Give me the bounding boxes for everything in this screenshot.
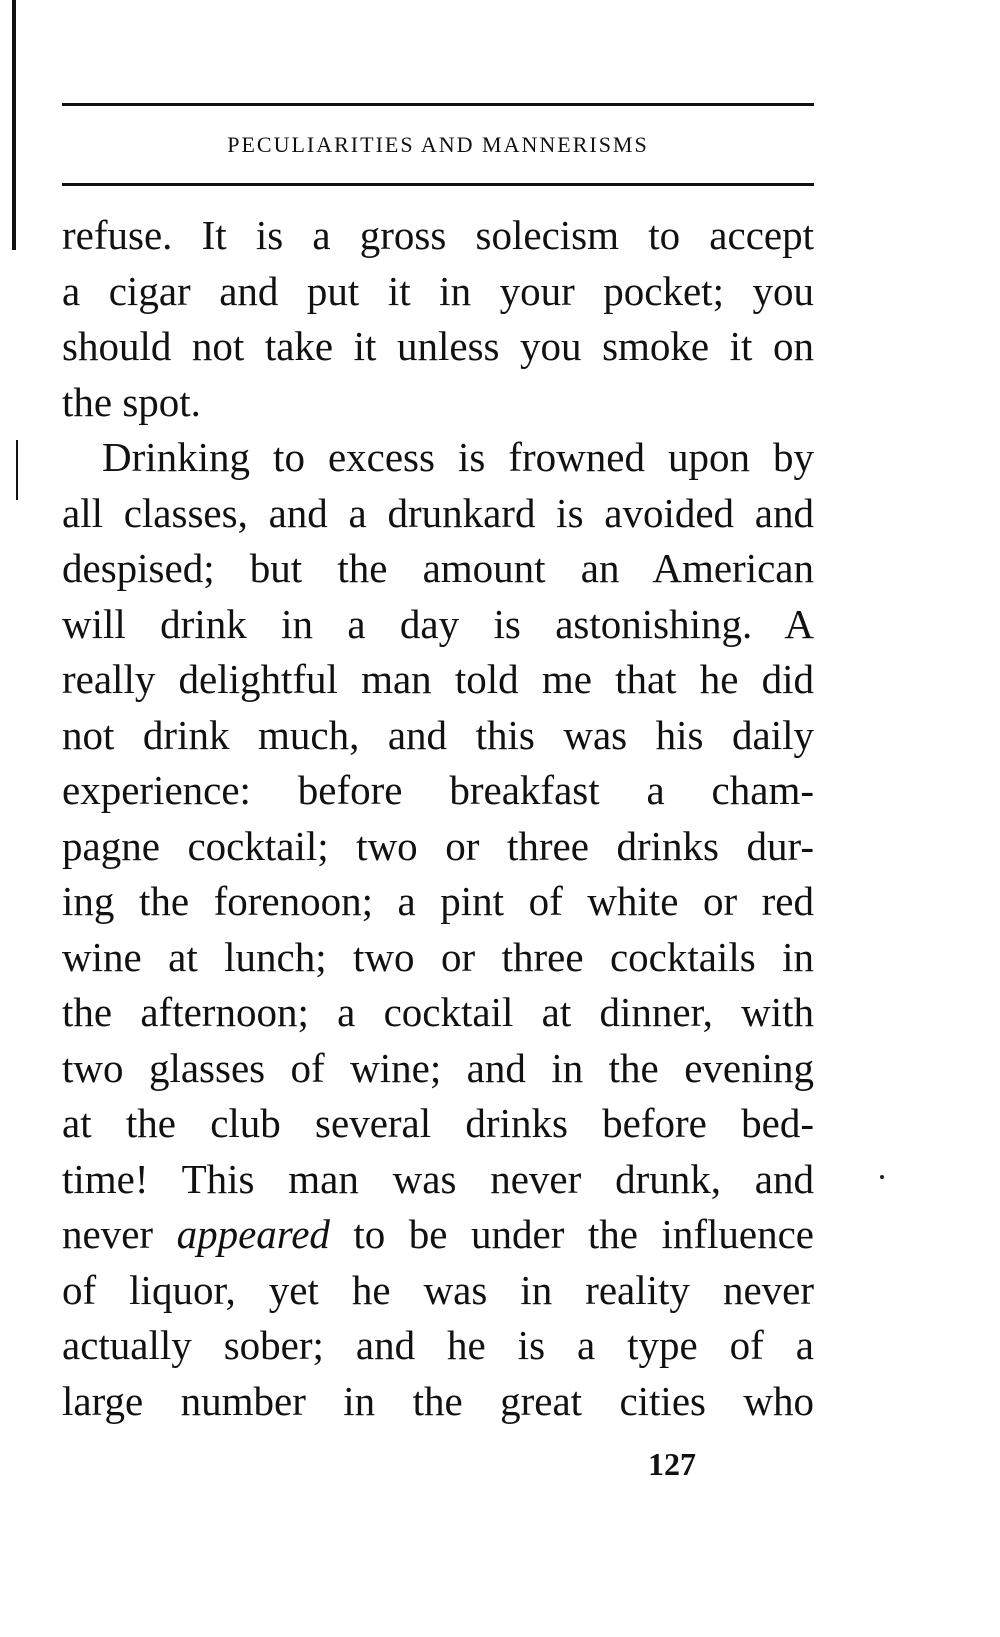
text-line: all classes, and a drunkard is avoided and bbox=[62, 489, 814, 536]
page-number: 127 bbox=[648, 1446, 696, 1482]
text-line: time! This man was never drunk, and bbox=[62, 1155, 814, 1202]
text-line: the afternoon; a cocktail at dinner, with bbox=[62, 989, 814, 1035]
text-line: experience: before breakfast a cham- bbox=[62, 767, 814, 813]
text-line: large number in the great cities who bbox=[62, 1377, 814, 1424]
text-line: not drink much, and this was his daily bbox=[62, 711, 814, 758]
header-rule-top bbox=[62, 103, 814, 106]
text-line: Drinking to excess is frowned upon by bbox=[102, 434, 814, 480]
text-line: of liquor, yet he was in reality never bbox=[62, 1266, 814, 1313]
text-line: actually sober; and he is a type of a bbox=[62, 1322, 814, 1368]
italic-word: appeared bbox=[176, 1211, 330, 1257]
text-line: ing the forenoon; a pint of white or red bbox=[62, 878, 814, 924]
text-line: despised; but the amount an American bbox=[62, 545, 814, 591]
text-line: refuse. It is a gross solecism to accept bbox=[62, 212, 814, 258]
text-line: the spot. bbox=[62, 378, 201, 425]
text-line: will drink in a day is astonishing. A bbox=[62, 600, 814, 647]
text-line: two glasses of wine; and in the evening bbox=[62, 1044, 814, 1091]
text-line: a cigar and put it in your pocket; you bbox=[62, 267, 814, 314]
text-segment: to be under the influence bbox=[329, 1211, 814, 1257]
text-line: at the club several drinks before bed- bbox=[62, 1100, 814, 1146]
binding-edge-mark bbox=[12, 0, 16, 250]
text-line-italic bbox=[62, 1207, 814, 1263]
running-head: PECULIARITIES AND MANNERISMS bbox=[227, 132, 649, 157]
text-line: really delightful man told me that he did bbox=[62, 656, 814, 702]
header-rule-bottom bbox=[62, 183, 814, 186]
text-segment: never bbox=[62, 1211, 177, 1257]
binding-edge-mark bbox=[16, 440, 18, 500]
text-line: pagne cocktail; two or three drinks dur- bbox=[62, 822, 814, 869]
text-line: should not take it unless you smoke it on bbox=[62, 323, 814, 369]
text-line: wine at lunch; two or three cocktails in bbox=[62, 933, 814, 980]
scan-speck bbox=[880, 1175, 884, 1179]
body-text bbox=[62, 208, 814, 1429]
